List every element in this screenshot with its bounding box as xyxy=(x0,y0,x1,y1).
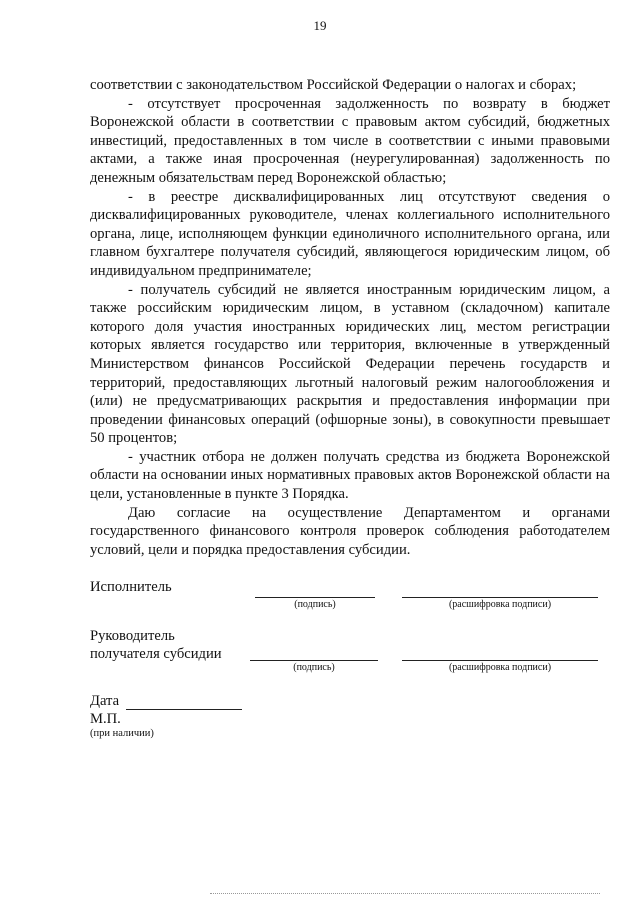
date-line xyxy=(126,709,242,710)
paragraph-disqualified-registry: - в реестре дисквалифицированных лиц отсутствуют сведения о дисквалифицированных руководителе, членах коллегиального исполнительного органа, лице, исполняющем функции единоличного исполнительного органа, или главном бухгалтере получателя субсидий, являющегося юридическим лицом, об индивидуальном предпринимателе; xyxy=(90,188,610,279)
executor-signature-line xyxy=(255,597,375,598)
paragraph-continuation: соответствии с законодательством Российской Федерации о налогах и сборах; xyxy=(90,77,577,93)
date-label: Дата xyxy=(90,693,120,709)
head-label-line2: получателя субсидии xyxy=(90,646,222,662)
paragraph-consent: Даю согласие на осуществление Департаментом и органами государственного финансового контроля проверок соблюдения работодателем условий, цели и порядка предоставления субсидии. xyxy=(90,504,610,558)
executor-signature-caption: (подпись) xyxy=(294,599,336,610)
bottom-rule xyxy=(210,893,600,894)
page-number: 19 xyxy=(313,18,327,33)
executor-label: Исполнитель xyxy=(90,579,172,595)
paragraph-no-other-funds: - участник отбора не должен получать средства из бюджета Воронежской области на основании иных нормативных правовых актов Воронежской области на цели, установленные в пункте 3 Порядка. xyxy=(90,448,610,503)
paragraph-not-foreign-entity: - получатель субсидий не является иностранным юридическим лицом, а также российским юридическим лицом, в уставном (складочном) капитале которого доля участия иностранных юридических лиц, местом регистрации которых является государство или территория, включенные в утвержденный Министерством финансов Российской Федерации перечень государств и территорий, предоставляющих льготный налоговый режим налогообложения и (или) не предусматривающих раскрытия и предоставления информации при проведении финансовых операций (офшорные зоны), в совокупности превышает 50 процентов; xyxy=(90,281,610,447)
executor-decoding-caption: (расшифровка подписи) xyxy=(448,599,552,610)
body-text xyxy=(90,76,610,559)
head-label-line1: Руководитель xyxy=(90,628,175,644)
head-signature-line xyxy=(250,660,378,661)
head-decoding-caption: (расшифровка подписи) xyxy=(448,662,552,673)
executor-decoding-line xyxy=(402,597,598,598)
head-decoding-line xyxy=(402,660,598,661)
stamp-note: (при наличии) xyxy=(90,728,154,739)
head-signature-caption: (подпись) xyxy=(293,662,335,673)
paragraph-no-debt: - отсутствует просроченная задолженность по возврату в бюджет Воронежской области в соответствии с правовым актом субсидий, бюджетных инвестиций, предоставленных в том числе в соответствии с иными правовыми актами, а также иная просроченная (неурегулированная) задолженность по денежным обязательствам перед Воронежской областью; xyxy=(90,95,610,186)
stamp-label: М.П. xyxy=(90,711,121,727)
